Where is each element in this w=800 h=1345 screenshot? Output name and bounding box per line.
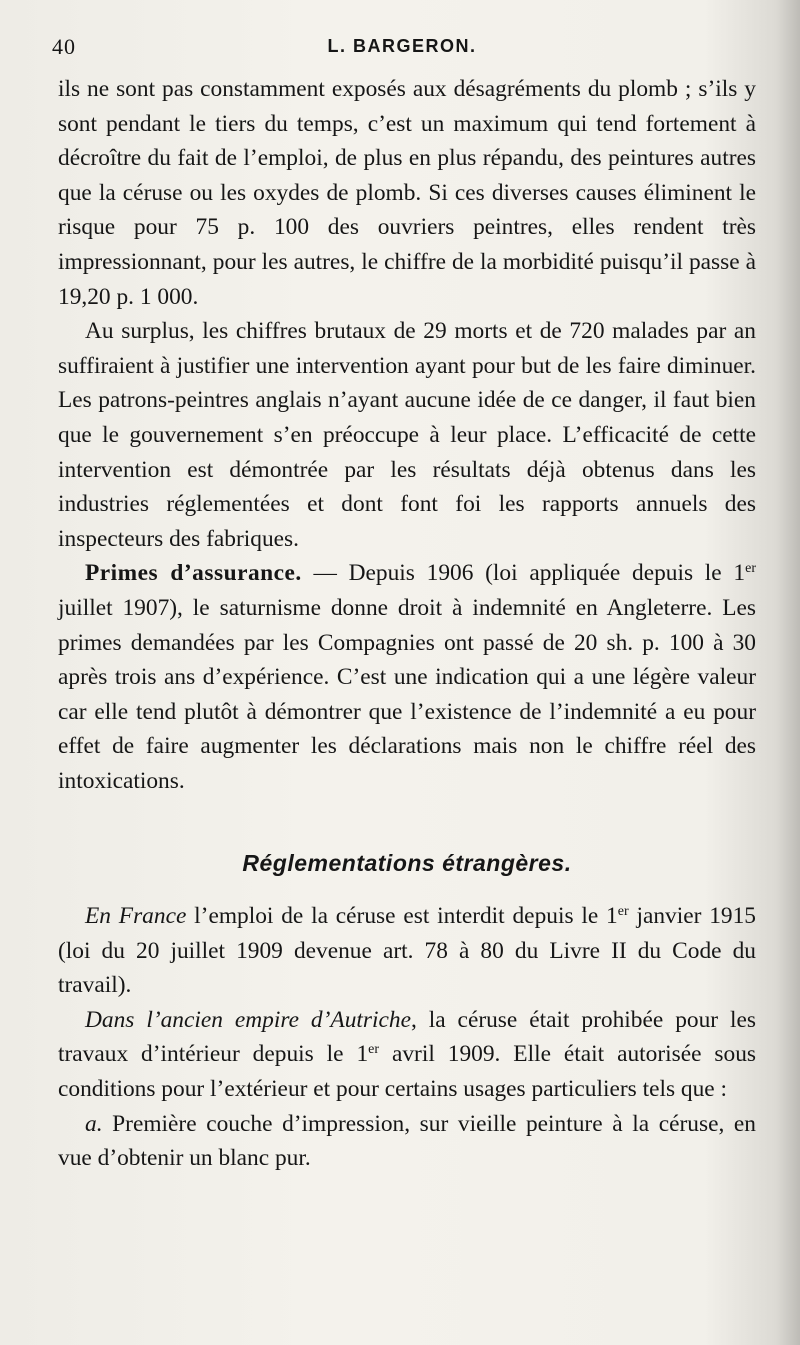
paragraph-france	[58, 899, 756, 1003]
paragraph-text: , la céruse était prohibée pour les travaux d’intérieur depuis le 1	[58, 1006, 756, 1068]
paragraph-text: janvier 1915 (loi du 20 juillet 1909 devenue art. 78 à 80 du Livre II du Code du travail).	[58, 903, 756, 999]
paragraph-continuation: ils ne sont pas constamment exposés aux désagréments du plomb ; s’ils y sont pendant le tiers du temps, c’est un maximum qui tend fortement à décroître du fait de l’emploi, de plus en plus répandu, des peintures autres que la céruse ou les oxydes de plomb. Si ces diverses causes éliminent le risque pour 75 p. 100 des ouvriers peintres, elles rendent très impressionnant, pour les autres, le chiffre de la morbidité puisqu’il passe à 19,20 p. 1 000.	[58, 76, 756, 310]
section-heading: Réglementations étrangères.	[242, 850, 572, 877]
paragraph-text: avril 1909. Elle était autorisée sous conditions pour l’extérieur et pour certains usages particuliers tels que :	[58, 1041, 757, 1103]
italic-lead: Dans l’ancien empire d’Autriche	[85, 1006, 411, 1033]
page-number: 40	[52, 34, 76, 59]
superscript: er	[368, 1042, 380, 1058]
paragraph-text: — Depuis 1906 (loi appliquée depuis le 1	[301, 560, 746, 587]
paragraph-surplus: Au surplus, les chiffres brutaux de 29 morts et de 720 malades par an suffiraient à justifier une intervention ayant pour but de les faire diminuer. Les patrons-peintres anglais n’ayant aucune idée de ce danger, il faut bien que le gouvernement s’en préoccupe à leur place. L’efficacité de cette intervention est démontrée par les résultats déjà obtenus dans les industries réglementées et dont font foi les rapports annuels des inspecteurs des fabriques.	[58, 318, 756, 552]
running-head: L. BARGERON.	[327, 36, 477, 56]
superscript: er	[745, 561, 756, 577]
paragraph-text: juillet 1907), le saturnisme donne droit à indemnité en Angleterre. Les primes demandées par les Compagnies ont passé de 20 sh. p. 100 à 30 après trois ans d’expérience. C’est une indication qui a une légère valeur car elle tend plutôt à démontrer que l’existence de l’indemnité a eu pour effet de faire augmenter les déclarations mais non le chiffre réel des intoxications.	[58, 594, 756, 794]
italic-lead: En France	[85, 903, 187, 930]
body-text	[58, 72, 756, 1176]
list-item-a	[58, 1107, 756, 1176]
paragraph-lead: Primes d’assurance.	[85, 560, 302, 587]
paragraph-text: l’emploi de la céruse est interdit depuis le 1	[186, 903, 618, 930]
paragraph-autriche	[58, 1003, 756, 1107]
page-header	[52, 34, 752, 64]
superscript: er	[617, 904, 629, 920]
list-item-text: Première couche d’impression, sur vieille peinture à la céruse, en vue d’obtenir un blanc pur.	[58, 1110, 756, 1172]
list-marker: a.	[85, 1110, 103, 1137]
paragraph-primes	[58, 556, 756, 798]
